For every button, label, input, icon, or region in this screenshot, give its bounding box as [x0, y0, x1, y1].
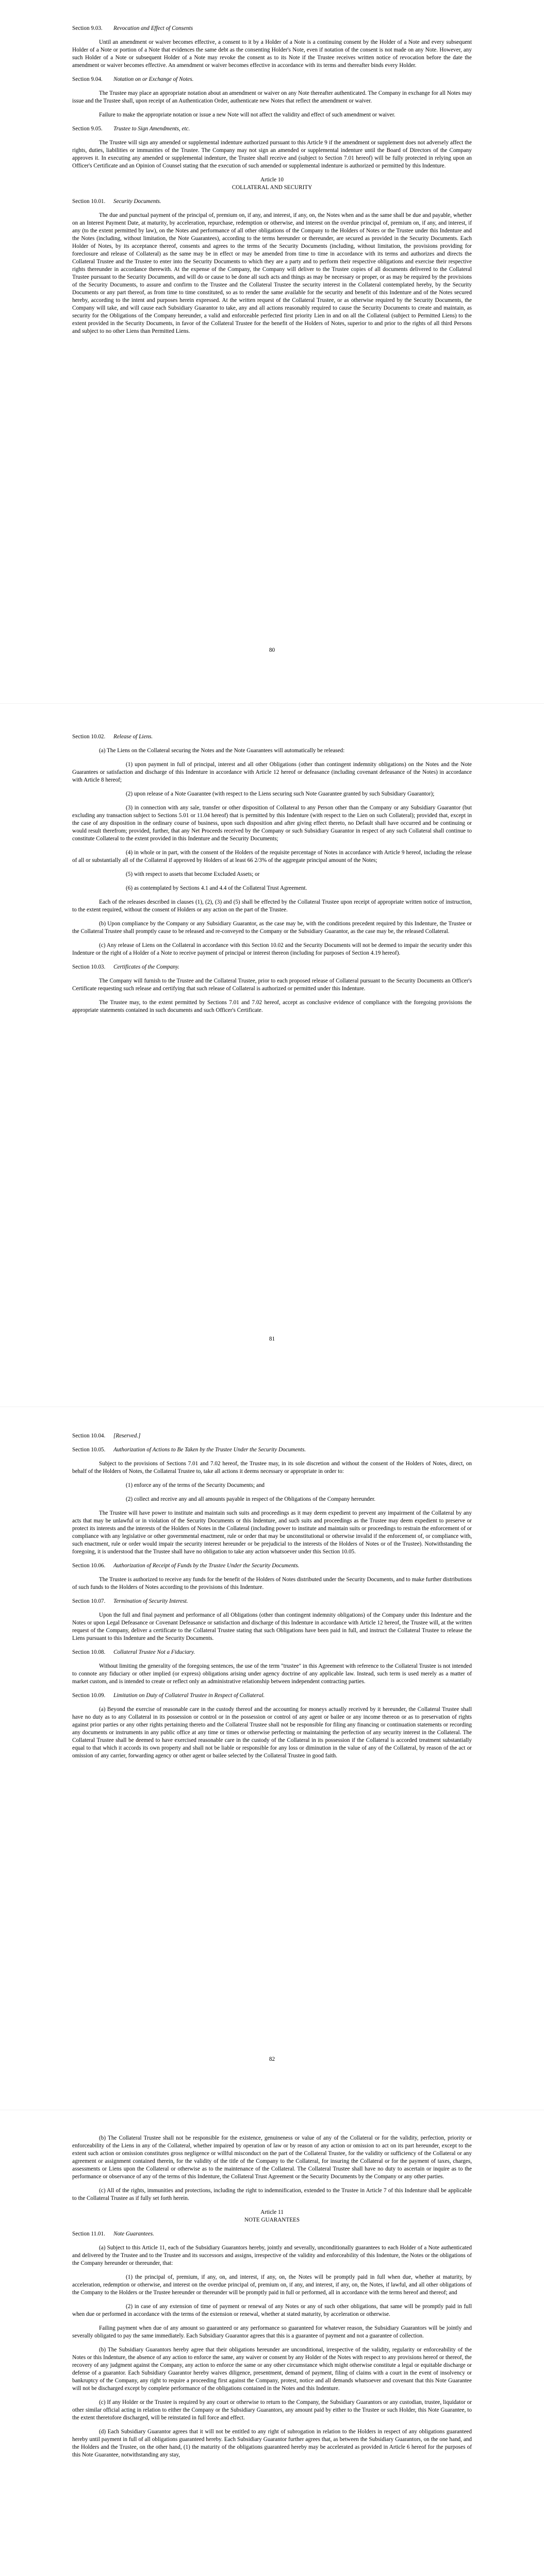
section-heading: Section 10.09. Limitation on Duty of Collateral Trustee in Respect of Collateral. — [72, 1692, 265, 1699]
list-item: (2) in case of any extension of time of payment or renewal of any Notes or any of such other obligations, that same will be promptly paid in full when due or performed in accordance with the terms of the extension or renewal, whether at stated maturity, by acceleration or otherwise. — [72, 2303, 472, 2317]
paragraph: The Trustee may, to the extent permitted by Sections 7.01 and 7.02 hereof, accept as conclusive evidence of compliance with the foregoing provisions the appropriate statements contained in such documents and such Officer's Certificate. — [72, 999, 472, 1013]
list-item: (5) with respect to assets that become Excluded Assets; or — [126, 871, 260, 877]
section-heading: Section 9.03. Revocation and Effect of Consents — [72, 25, 193, 31]
page-number: 82 — [269, 2056, 275, 2062]
page-81 — [0, 703, 544, 1406]
paragraph: (d) Each Subsidiary Guarantor agrees that it will not be entitled to any right of subrogation in relation to the Holders in respect of any obligations guaranteed hereby until payment in full of all obligations guaranteed hereby. Each Subsidiary Guarantor further agrees that, as between the Subsidiary Guarantors, on the one hand, and the Holders and the Trustee, on the other hand, (1) the maturity of the obligations guaranteed hereby may be accelerated as provided in Article 6 hereof for the purposes of this Note Guarantee, notwithstanding any stay, — [72, 2429, 472, 2458]
page-82 — [0, 1406, 544, 2110]
section-heading: Section 10.06. Authorization of Receipt of Funds by the Trustee Under the Security Documents. — [72, 1563, 300, 1569]
paragraph: (b) The Subsidiary Guarantors hereby agree that their obligations hereunder are unconditional, irrespective of the validity, regularity or enforceability of the Notes or this Indenture, the absence of any action to enforce the same, any waiver or consent by any Holder of the Notes with respect to any provisions hereof or thereof, the recovery of any judgment against the Company, any action to enforce the same or any other circumstance which might otherwise constitute a legal or equitable discharge or defense of a guarantor. Each Subsidiary Guarantor hereby waives diligence, presentment, demand of payment, filing of claims with a court in the event of insolvency or bankruptcy of the Company, any right to require a proceeding first against the Company, protest, notice and all demands whatsoever and covenant that this Note Guarantee will not be discharged except by complete performance of the obligations contained in the Notes and this Indenture. — [72, 2347, 472, 2392]
paragraph: (b) Upon compliance by the Company or any Subsidiary Guarantor, as the case may be, with the conditions precedent required by this Indenture, the Trustee or the Collateral Trustee shall promptly cause to be released and re-conveyed to the Company or the Subsidiary Guarantor, as the case may be, the released Collateral. — [72, 921, 472, 935]
page-80 — [0, 0, 544, 703]
section-heading: Section 10.05. Authorization of Actions to Be Taken by the Trustee Under the Security Documents. — [72, 1447, 306, 1453]
paragraph: Without limiting the generality of the foregoing sentences, the use of the term "trustee" in this Agreement with reference to the Collateral Trustee is not intended to connote any fiduciary or other implied (or express) obligations arising under agency doctrine of any applicable law. Instead, such term is used merely as a matter of market custom, and is intended to create or reflect only an administrative relationship between independent contracting parties. — [72, 1663, 472, 1685]
paragraph: The Company will furnish to the Trustee and the Collateral Trustee, prior to each proposed release of Collateral pursuant to the Security Documents an Officer's Certificate requesting such release and certifying that such release of Collateral is authorized or permitted under this Indenture. — [72, 978, 472, 992]
article-heading: Article 10 COLLATERAL AND SECURITY — [232, 177, 312, 191]
paragraph: (c) Any release of Liens on the Collateral in accordance with this Section 10.02 and the Security Documents will not be deemed to impair the security under this Indenture or the right of a Holder of a Note to receive payment of principal or interest thereon (including for purposes of Section 4.19 hereof). — [72, 942, 472, 956]
page-number: 81 — [269, 1336, 275, 1342]
paragraph: The due and punctual payment of the principal of, premium on, if any, and interest, if any, on, the Notes when and as the same shall be due and payable, whether on an Interest Payment Date, at maturity, by acceleration, repurchase, redemption or otherwise, and interest on the overdue principal of, premium on, if any, and interest, if any (to the extent permitted by law), on the Notes and performance of all other obligations of the Company to the Holders of Notes or the Trustee under this Indenture and the Notes (including, without limitation, the Note Guarantees), according to the terms hereunder or thereunder, are secured as provided in the Security Documents. Each Holder of Notes, by its acceptance thereof, consents and agrees to the terms of the Security Documents (including, without limitation, the provisions providing for foreclosure and release of Collateral) as the same may be in effect or may be amended from time to time in accordance with its terms and authorizes and directs the Collateral Trustee and the Trustee to enter into the Security Documents to which they are a party and to perform their respective obligations and exercise their respective rights thereunder in accordance therewith. At the expense of the Company, the Company will deliver to the Trustee copies of all documents delivered to the Collateral Trustee pursuant to the Security Documents, and will do or cause to be done all such acts and things as may be necessary or proper, or as may be required by the provisions of the Security Documents, to assure and confirm to the Trustee and the Collateral Trustee the security interest in the Collateral contemplated hereby, by the Security Documents or any part thereof, as from time to time constituted, so as to render the same available for the security and benefit of this Indenture and of the Notes secured hereby, according to the intent and purposes herein expressed. At the written request of the Collateral Trustee, or as otherwise required by the Security Documents, the Company will take, and will cause each Subsidiary Guarantor to take, any and all actions reasonably required to cause the Security Documents to create and maintain, as security for the Obligations of the Company hereunder, a valid and enforceable perfected first priority Lien in and on all the Collateral (subject to Permitted Liens) to the extent provided in the Security Documents, in favor of the Collateral Trustee for the benefit of the Holders of Notes, superior to and prior to the rights of all third Persons and subject to no other Liens than Permitted Liens. — [72, 212, 472, 334]
paragraph: The Trustee is authorized to receive any funds for the benefit of the Holders of Notes distributed under the Security Documents, and to make further distributions of such funds to the Holders of Notes according to the provisions of this Indenture. — [72, 1577, 472, 1590]
list-item: (1) enforce any of the terms of the Security Documents; and — [126, 1482, 265, 1488]
list-item: (2) collect and receive any and all amounts payable in respect of the Obligations of the Company hereunder. — [126, 1496, 376, 1502]
paragraph: The Trustee will have power to institute and maintain such suits and proceedings as it may deem expedient to prevent any impairment of the Collateral by any acts that may be unlawful or in violation of the Security Documents or this Indenture, and such suits and proceedings as the Trustee may deem expedient to preserve or protect its interests and the interests of the Holders of Notes in the Collateral (including power to institute and maintain suits or proceedings to restrain the enforcement of or compliance with any legislative or other governmental enactment, rule or order that may be unconstitutional or otherwise invalid if the enforcement of, or compliance with, such enactment, rule or order would impair the security interest hereunder or be prejudicial to the interests of the Holders of Notes or of the Trustee). Notwithstanding the foregoing, it is understood that the Trustee shall have no obligation to take any action whatsoever under this Section 10.05. — [72, 1510, 472, 1555]
section-heading: Section 10.01. Security Documents. — [72, 198, 161, 205]
section-heading: Section 9.05. Trustee to Sign Amendments, etc. — [72, 126, 190, 132]
paragraph: (c) If any Holder or the Trustee is required by any court or otherwise to return to the Company, the Subsidiary Guarantors or any custodian, trustee, liquidator or other similar official acting in relation to either the Company or the Subsidiary Guarantors, any amount paid by either to the Trustee or such Holder, this Note Guarantee, to the extent theretofore discharged, will be reinstated in full force and effect. — [72, 2399, 472, 2421]
paragraph: Subject to the provisions of Sections 7.01 and 7.02 hereof, the Trustee may, in its sole discretion and without the consent of the Holders of Notes, direct, on behalf of the Holders of Notes, the Collateral Trustee to, take all actions it deems necessary or appropriate in order to: — [72, 1461, 472, 1475]
paragraph: (a) Beyond the exercise of reasonable care in the custody thereof and the accounting for moneys actually received by it hereunder, the Collateral Trustee shall have no duty as to any Collateral in its possession or control or in the possession or control of any agent or bailee or any income thereon or as to preservation of rights against prior parties or any other rights pertaining thereto and the Collateral Trustee shall not be responsible for filing any financing or continuation statements or recording any documents or instruments in any public office at any time or times or otherwise perfecting or maintaining the perfection of any security interest in the Collateral. The Collateral Trustee shall be deemed to have exercised reasonable care in the custody of the Collateral in its possession if the Collateral is accorded treatment substantially equal to that which it accords its own property and shall not be liable or responsible for any loss or diminution in the value of any of the Collateral, by reason of the act or omission of any carrier, forwarding agency or other agent or bailee selected by the Collateral Trustee in good faith. — [72, 1706, 472, 1759]
paragraph: Until an amendment or waiver becomes effective, a consent to it by a Holder of a Note is a continuing consent by the Holder of a Note and every subsequent Holder of a Note or portion of a Note that evidences the same debt as the consenting Holder's Note, even if notation of the consent is not made on any Note. However, any such Holder of a Note or subsequent Holder of a Note may revoke the consent as to its Note if the Trustee receives written notice of revocation before the date the amendment or waiver becomes effective. An amendment or waiver becomes effective in accordance with its terms and thereafter binds every Holder. — [72, 39, 472, 69]
paragraph: The Trustee may place an appropriate notation about an amendment or waiver on any Note thereafter authenticated. The Company in exchange for all Notes may issue and the Trustee shall, upon receipt of an Authentication Order, authenticate new Notes that reflect the amendment or waiver. — [72, 90, 472, 104]
list-item: (6) as contemplated by Sections 4.1 and 4.4 of the Collateral Trust Agreement. — [126, 885, 307, 891]
list-item: (3) in connection with any sale, transfer or other disposition of Collateral to any Person other than the Company or any Subsidiary Guarantor (but excluding any transaction subject to Sections 5.01 or 11.04 hereof) that is permitted by this Indenture (with respect to the Lien on such Collateral); provided that, except in the case of any disposition in the ordinary course of business, upon such disposition and after giving effect thereto, no Default shall have occurred and be continuing or would result therefrom; provided, further, that any Net Proceeds received by the Company or such Subsidiary Guarantor in respect of any such Collateral shall continue to constitute Collateral to the extent provided in this Indenture and the Security Documents; — [72, 805, 472, 842]
paragraph: Upon the full and final payment and performance of all Obligations (other than contingent indemnity obligations) of the Company under this Indenture and the Notes or upon Legal Defeasance or Covenant Defeasance or satisfaction and discharge of this Indenture in accordance with Article 12 hereof, the Trustee will, at the written request of the Company, deliver a certificate to the Collateral Trustee stating that such Obligations have been paid in full, and instruct the Collateral Trustee to release the Liens pursuant to this Indenture and the Security Documents. — [72, 1612, 472, 1641]
article-heading: Article 11 NOTE GUARANTEES — [244, 2209, 300, 2223]
paragraph: (a) Subject to this Article 11, each of the Subsidiary Guarantors hereby, jointly and severally, unconditionally guarantees to each Holder of a Note authenticated and delivered by the Trustee and to the Trustee and its successors and assigns, irrespective of the validity and enforceability of this Indenture, the Notes or the obligations of the Company hereunder or thereunder, that: — [72, 2245, 472, 2266]
paragraph: (a) The Liens on the Collateral securing the Notes and the Note Guarantees will automatically be released: — [99, 748, 345, 754]
list-item: (1) upon payment in full of principal, interest and all other Obligations (other than contingent indemnity obligations) on the Notes and the Note Guarantees or satisfaction and discharge of this Indenture in accordance with Article 12 hereof or defeasance (including covenant defeasance of the Notes) in accordance with Article 8 hereof; — [72, 761, 472, 783]
list-item: (1) the principal of, premium, if any, on, and interest, if any, on, the Notes will be promptly paid in full when due, whether at maturity, by acceleration, redemption or otherwise, and interest on the overdue principal of, premium on, if any, and interest, if any, on, the Notes, if lawful, and all other obligations of the Company to the Holders or the Trustee hereunder or thereunder will be promptly paid in full or performed, all in accordance with the terms hereof and thereof; and — [72, 2274, 472, 2296]
paragraph: (b) The Collateral Trustee shall not be responsible for the existence, genuineness or value of any of the Collateral or for the validity, perfection, priority or enforceability of the Liens in any of the Collateral, whether impaired by operation of law or by reason of any action or omission to act on its part hereunder, except to the extent such action or omission constitutes gross negligence or willful misconduct on the part of the Collateral Trustee, for the validity or sufficiency of the Collateral or any agreement or assignment contained therein, for the validity of the title of the Company to the Collateral, for insuring the Collateral or for the payment of taxes, charges, assessments or Liens upon the Collateral or otherwise as to the maintenance of the Collateral. The Collateral Trustee shall have no duty to ascertain or inquire as to the performance or observance of any of the terms of this Indenture, the Collateral Trust Agreement or the Security Documents by the Company or any other parties. — [72, 2135, 472, 2180]
section-heading: Section 10.02. Release of Liens. — [72, 734, 153, 740]
section-heading: Section 11.01. Note Guarantees. — [72, 2231, 154, 2237]
section-heading: Section 10.03. Certificates of the Company. — [72, 964, 180, 970]
list-item: (4) in whole or in part, with the consent of the Holders of the requisite percentage of Notes in accordance with Article 9 hereof, including the release of all or substantially all of the Collateral if approved by Holders of at least 66 2/3% of the aggregate principal amount of the Notes; — [72, 850, 472, 863]
section-heading: Section 10.08. Collateral Trustee Not a Fiduciary. — [72, 1649, 195, 1655]
paragraph: Each of the releases described in clauses (1), (2), (3) and (5) shall be effected by the Collateral Trustee upon receipt of appropriate written notice of instruction, to the extent required, without the consent of Holders or any action on the part of the Trustee. — [72, 899, 472, 913]
page-number: 80 — [269, 647, 275, 653]
paragraph: (c) All of the rights, immunities and protections, including the right to indemnification, extended to the Trustee in Article 7 of this Indenture shall be applicable to the Collateral Trustee as if fully set forth herein. — [72, 2188, 472, 2201]
section-heading: Section 9.04. Notation on or Exchange of Notes. — [72, 76, 194, 82]
paragraph: Failure to make the appropriate notation or issue a new Note will not affect the validity and effect of such amendment or waiver. — [99, 112, 395, 118]
section-heading: Section 10.04. [Reserved.] — [72, 1433, 141, 1439]
paragraph: Failing payment when due of any amount so guaranteed or any performance so guaranteed for whatever reason, the Subsidiary Guarantors will be jointly and severally obligated to pay the same immediately. Each Subsidiary Guarantor agrees that this is a guarantee of payment and not a guarantee of collection. — [72, 2325, 472, 2339]
paragraph: The Trustee will sign any amended or supplemental indenture authorized pursuant to this Article 9 if the amendment or supplement does not adversely affect the rights, duties, liabilities or immunities of the Trustee. The Company may not sign an amended or supplemental indenture until the Board of Directors of the Company approves it. In executing any amended or supplemental indenture, the Trustee shall receive and (subject to Section 7.01 hereof) will be fully protected in relying upon an Officer's Certificate and an Opinion of Counsel stating that the execution of such amended or supplemental indenture is authorized or permitted by this Indenture. — [72, 140, 472, 169]
list-item: (2) upon release of a Note Guarantee (with respect to the Liens securing such Note Guarantee granted by such Subsidiary Guarantor); — [126, 791, 435, 797]
page-83 — [0, 2110, 544, 2576]
section-heading: Section 10.07. Termination of Security Interest. — [72, 1598, 188, 1604]
